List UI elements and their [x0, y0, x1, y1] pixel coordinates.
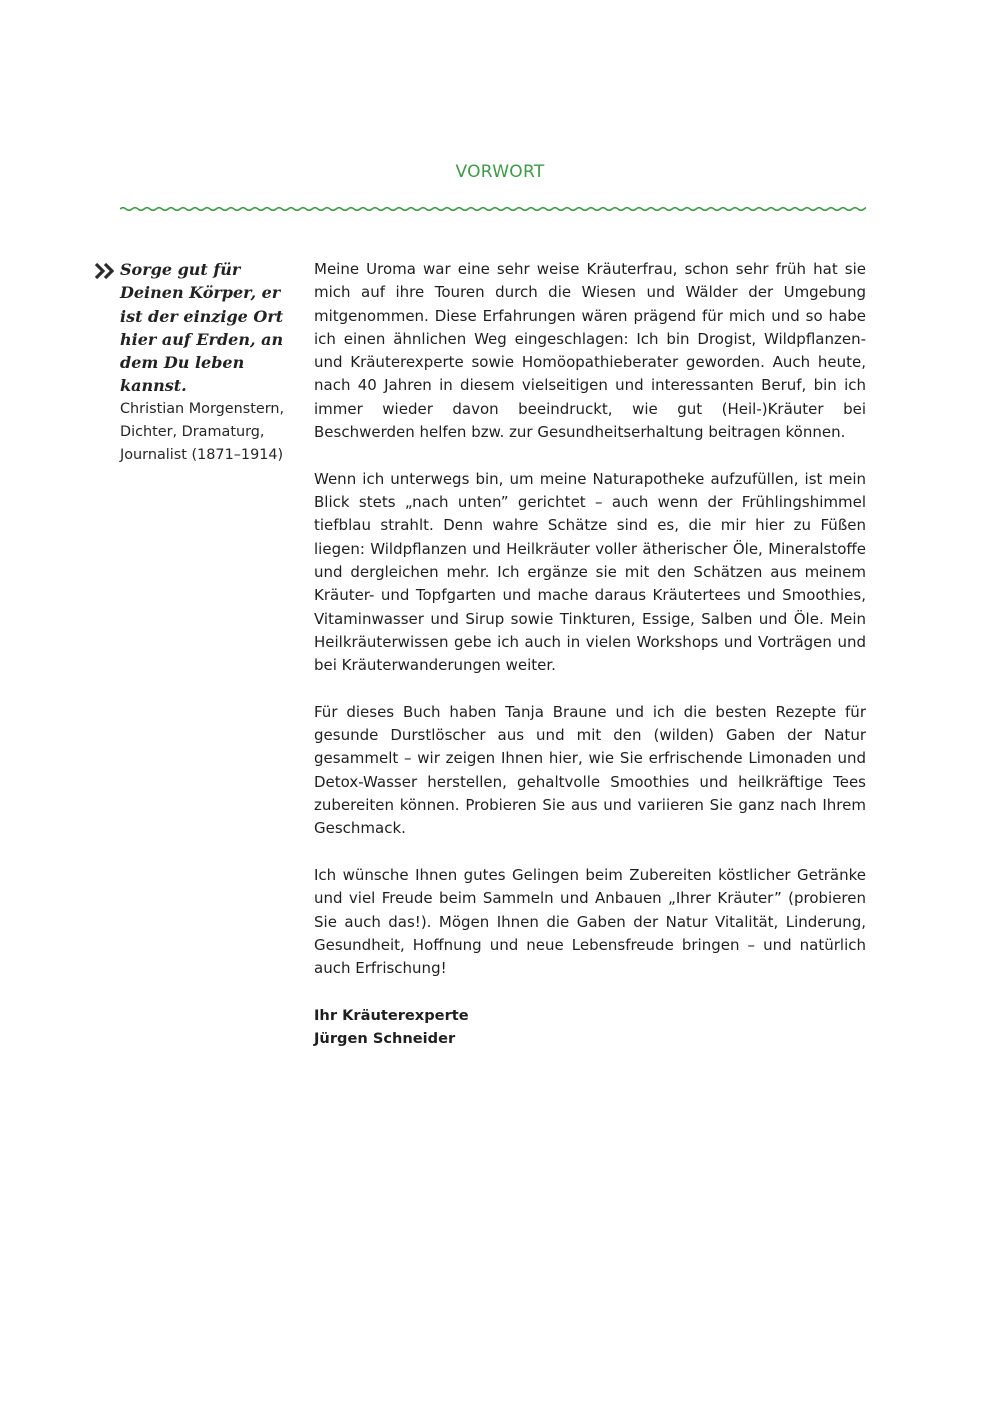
page-heading: VORWORT: [455, 162, 545, 182]
foreword-body: [314, 258, 866, 1050]
signature-title: Ihr Kräuterexperte: [314, 1006, 469, 1024]
quote-source-line: Christian Morgenstern,: [120, 400, 285, 417]
quote-text: Sorge gut für Deinen Körper, er ist der einzige Ort hier auf Erden, an dem Du leben kannst.: [120, 260, 284, 396]
double-chevron-right-icon: [94, 262, 116, 280]
quote-source-line: Dichter, Dramaturg,: [120, 424, 265, 441]
paragraph: Ich wünsche Ihnen gutes Gelingen beim Zubereiten köstlicher Getränke und viel Freude beim Sammeln und Anbauen „Ihrer Kräuter” (probieren Sie auch das!). Mögen Ihnen die Gaben der Natur Vitalität, Linderung, Gesundheit, Hoffnung und neue Lebensfreude bringen – und natürlich auch Erfrischung!: [314, 866, 866, 978]
signature-name: Jürgen Schneider: [314, 1030, 456, 1048]
paragraph: Meine Uroma war eine sehr weise Kräuterfrau, schon sehr früh hat sie mich auf ihre Touren durch die Wiesen und Wälder der Umgebung mitgenommen. Diese Erfahrungen wären prägend für mich und so habe ich einen ähnlichen Weg eingeschlagen: Ich bin Drogist, Wildpflanzen- und Kräuterexperte sowie Homöopathieberater geworden. Auch heute, nach 40 Jahren in diesem vielseitigen und interessanten Beruf, bin ich immer wieder davon beeindruckt, wie gut (Heil-)Kräuter bei Beschwerden helfen bzw. zur Gesundheitserhaltung beitragen können.: [314, 260, 866, 442]
quote-source-line: Journalist (1871–1914): [120, 447, 284, 464]
paragraph: Wenn ich unterwegs bin, um meine Naturapotheke aufzufüllen, ist mein Blick stets „nach unten” gerichtet – auch wenn der Frühlingshimmel tiefblau strahlt. Denn wahre Schätze sind es, die mir hier zu Füßen liegen: Wildpflanzen und Heilkräuter voller ätherischer Öle, Mineralstoffe und dergleichen mehr. Ich ergänze sie mit den Schätzen aus meinem Kräuter- und Topfgarten und mache daraus Kräutertees und Smoothies, Vitaminwasser und Sirup sowie Tinkturen, Essige, Salben und Öle. Mein Heilkräuterwissen gebe ich auch in vielen Workshops und Vorträgen und bei Kräuterwanderungen weiter.: [314, 469, 866, 675]
wavy-divider: [120, 201, 866, 217]
quote-source: [120, 398, 304, 468]
signature: [314, 1004, 866, 1051]
paragraph: Für dieses Buch haben Tanja Braune und ich die besten Rezepte für gesunde Durstlöscher aus und mit den (wilden) Gaben der Natur gesammelt – wir zeigen Ihnen hier, wie Sie erfrischende Limonaden und Detox-Wasser herstellen, gehaltvolle Smoothies und heilkräftige Tees zubereiten können. Probieren Sie aus und variieren Sie ganz nach Ihrem Geschmack.: [314, 702, 866, 838]
sidebar-quote: [94, 258, 304, 468]
